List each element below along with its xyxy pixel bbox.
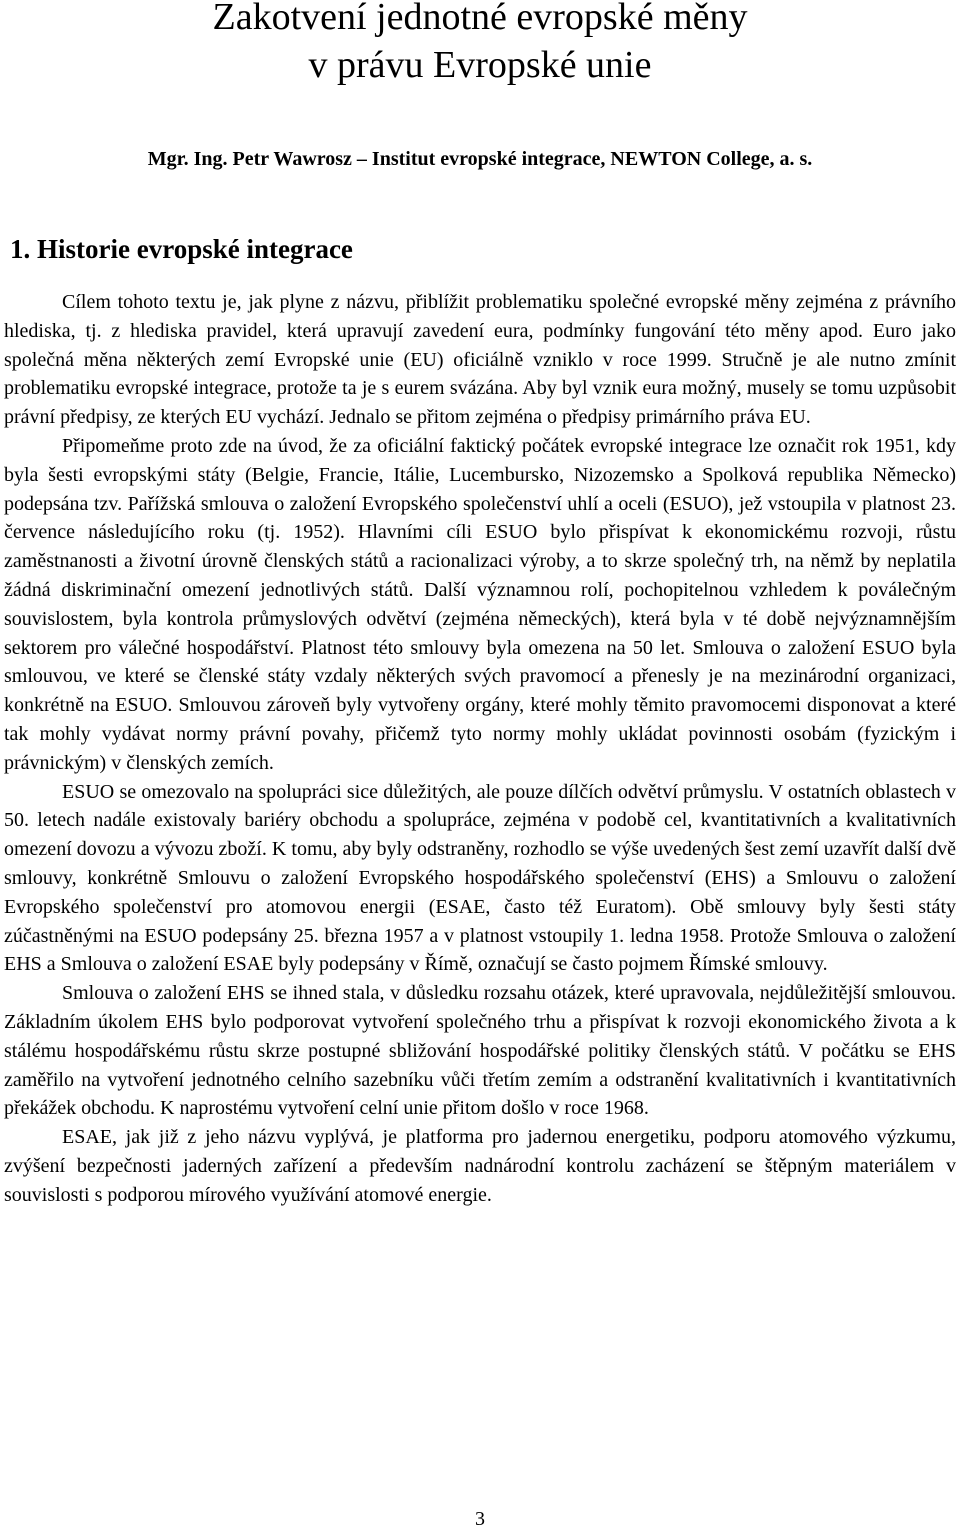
paragraph: Cílem tohoto textu je, jak plyne z názvu, přiblížit problematiku společné evropské měny zejména z právního hlediska, tj. z hlediska pravidel, která upravují zavedení eura, podmínky fungování této měny apod. Euro jako společná měna některých zemí Evropské unie (EU) oficiálně vzniklo v roce 1999. Stručně je ale nutno zmínit problematiku evropské integrace, protože ta je s eurem svázána. Aby byl vznik eura možný, musely se tomu uzpůsobit právní předpisy, ze kterých EU vychází. Jednalo se přitom zejména o předpisy primárního práva EU. [4, 291, 956, 429]
section-heading: 1. Historie evropské integrace [10, 234, 353, 264]
document-title-line-1: Zakotvení jednotné evropské měny [212, 0, 748, 38]
page-number: 3 [475, 1508, 485, 1530]
paragraph: ESUO se omezovalo na spolupráci sice důležitých, ale pouze dílčích odvětví průmyslu. V ostatních oblastech v 50. letech nadále existovaly bariéry obchodu a spolupráce, zejména v podobě cel, kvantitativních a kvalitativních omezení dovozu a vývozu zboží. K tomu, aby byly odstraněny, rozhodlo se výše uvedených šest zemí uzavřít další dvě smlouvy, konkrétně Smlouvu o založení Evropského hospodářského společenství (EHS) a Smlouvu o založení Evropského společenství pro atomovou energii (ESAE, často též Euratom). Obě smlouvy byly šesti státy zúčastněnými na ESUO podepsány 25. března 1957 a v platnost vstoupily 1. ledna 1958. Protože Smlouva o založení EHS a Smlouva o založení ESAE byly podepsány v Římě, označují se často pojmem Římské smlouvy. [4, 780, 956, 976]
paragraph: Připomeňme proto zde na úvod, že za oficiální faktický počátek evropské integrace lze označit rok 1951, kdy byla šesti evropskými státy (Belgie, Francie, Itálie, Lucembursko, Nizozemsko a Spolková republika Německo) podepsána tzv. Pařížská smlouva o založení Evropského společenství uhlí a oceli (ESUO), jež vstoupila v platnost 23. července následujícího roku (tj. 1952). Hlavními cíli ESUO bylo přispívat k ekonomickému rozvoji, růstu zaměstnanosti a životní úrovně členských států a racionalizaci výroby, a to skrze společný trh, na němž by neplatila žádná diskriminační omezení jednotlivých států. Další významnou rolí, pochopitelnou vzhledem k poválečným souvislostem, byla kontrola průmyslových odvětví (zejména německých), která byla v té době nejvýznamnějším sektorem pro válečné hospodářství. Platnost této smlouvy byla omezena na 50 let. Smlouva o založení ESUO byla smlouvou, ve které se členské státy vzdaly některých svých pravomocí a přenesly je na mezinárodní organizaci, konkrétně na ESUO. Smlouvou zároveň byly vytvořeny orgány, které mohly těmito pravomocemi disponovat a které tak mohly vydávat normy právní povahy, přičemž tyto normy mohly ukládat povinnosti osobám (fyzickým i právnickým) v členských zemích. [4, 434, 956, 774]
author-line: Mgr. Ing. Petr Wawrosz – Institut evropské integrace, NEWTON College, a. s. [147, 148, 813, 170]
paragraph: Smlouva o založení EHS se ihned stala, v důsledku rozsahu otázek, které upravovala, nejdůležitější smlouvou. Základním úkolem EHS bylo podporovat vytvoření společného trhu a přispívat k rozvoji ekonomického života a k stálému hospodářskému růstu skrze postupné sbližování hospodářské politiky členských států. V počátku se EHS zaměřilo na vytvoření jednotného celního sazebníku vůči třetím zemím a odstranění kvalitativních i kvantitativních překážek obchodu. K naprostému vytvoření celní unie přitom došlo v roce 1968. [4, 982, 956, 1120]
paragraph: ESAE, jak již z jeho názvu vyplývá, je platforma pro jadernou energetiku, podporu atomového výzkumu, zvýšení bezpečnosti jaderných zařízení a především nadnárodní kontrolu zacházení se štěpným materiálem v souvislosti s podporou mírového využívání atomové energie. [4, 1126, 956, 1206]
body-text [4, 288, 956, 1210]
document-title-line-2: v právu Evropské unie [308, 44, 652, 86]
